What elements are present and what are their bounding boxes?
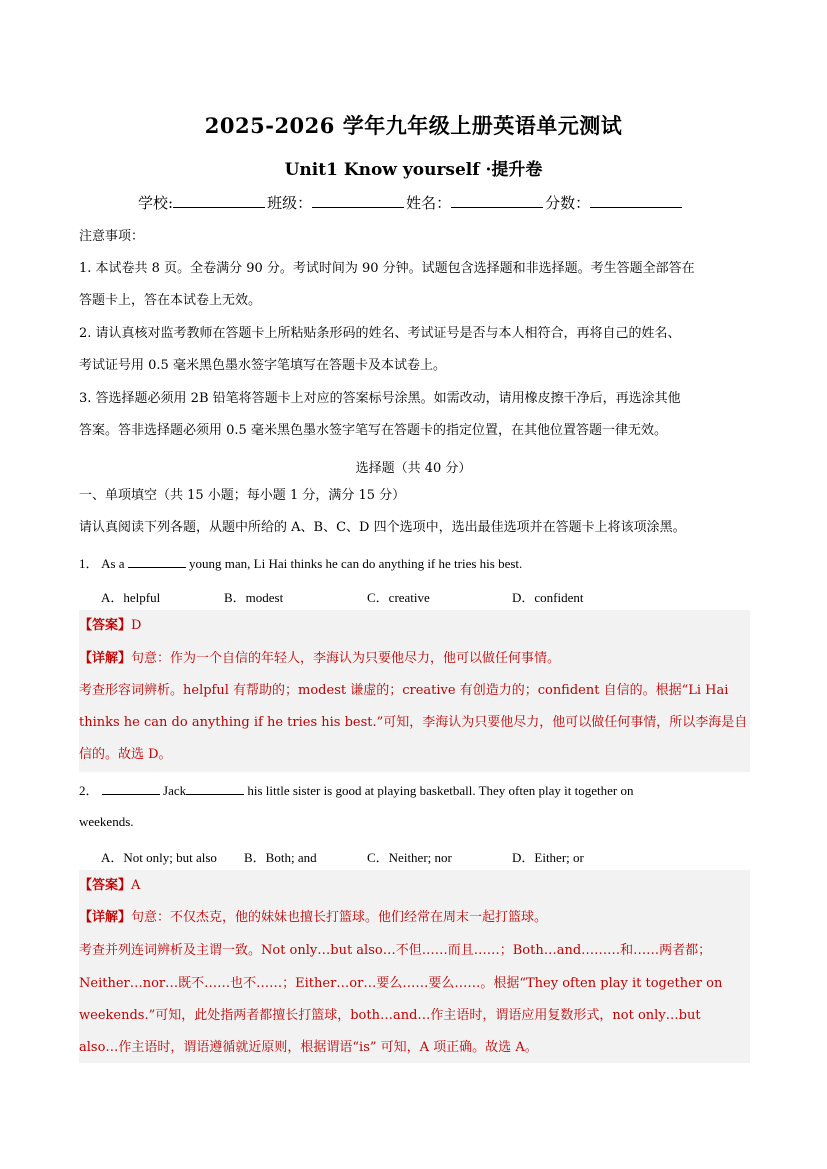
question-2 xyxy=(79,782,633,797)
q1-option-c[interactable]: C．creative xyxy=(367,590,430,605)
name-label: 姓名： xyxy=(406,194,452,212)
q2-option-c[interactable]: C．Neither; nor xyxy=(367,850,452,865)
answer-blank xyxy=(128,555,186,568)
note-1b: 答题卡上，答在本试卷上无效。 xyxy=(79,293,262,308)
section-title: 选择题（共 40 分） xyxy=(355,461,472,476)
answer-value: D xyxy=(131,618,142,633)
note-2a: 2. 请认真核对监考教师在答题卡上所粘贴条形码的姓名、考试证号是否与本人相符合，再将自己的姓名、 xyxy=(79,326,681,341)
q1-detail-2: 考查形容词辨析。helpful 有帮助的；modest 谦虚的；creative 有创造力的；confident 自信的。根据“Li Hai xyxy=(79,683,729,698)
q2-option-a[interactable]: A．Not only; but also xyxy=(101,850,217,865)
answer-tag: 【答案】 xyxy=(79,618,132,633)
note-3b: 答案。答非选择题必须用 0.5 毫米黑色墨水签字笔写在答题卡的指定位置，在其他位置答题一律无效。 xyxy=(79,423,667,438)
q1-detail-3: thinks he can do anything if he tries his best.”可知，李海认为只要他尽力，他可以做任何事情，所以李海是自 xyxy=(79,715,748,730)
note-2b: 考试证号用 0.5 毫米黑色墨水签字笔填写在答题卡及本试卷上。 xyxy=(79,358,446,373)
q1-option-b[interactable]: B．modest xyxy=(224,590,284,605)
q2-answer-box xyxy=(79,870,750,1063)
name-blank[interactable] xyxy=(451,193,543,208)
question-text-pre: As a xyxy=(101,556,125,571)
q1-detail-1 xyxy=(79,652,560,665)
q2-detail-3: Neither…nor…既不……也不……；Either…or…要么……要么……。根据“They often play it together on xyxy=(79,976,723,991)
class-blank[interactable] xyxy=(312,193,404,208)
q1-detail-4: 信的。故选 D。 xyxy=(79,747,172,762)
q1-answer xyxy=(79,619,141,632)
score-label: 分数： xyxy=(545,194,591,212)
answer-tag: 【答案】 xyxy=(79,878,132,893)
question-text-post: young man, Li Hai thinks he can do anything if he tries his best. xyxy=(189,556,523,571)
q2-detail-1 xyxy=(79,911,547,924)
q2-detail-5: also…作主语时，谓语遵循就近原则，根据谓语“is” 可知，A 项正确。故选 A。 xyxy=(79,1040,538,1055)
answer-blank xyxy=(102,782,160,795)
section-instruction: 请认真阅读下列各题，从题中所给的 A、B、C、D 四个选项中，选出最佳选项并在答题卡上将该项涂黑。 xyxy=(79,520,686,535)
student-info-row xyxy=(138,192,684,213)
detail-tag: 【详解】 xyxy=(79,651,132,666)
page-title: 2025-2026 学年九年级上册英语单元测试 xyxy=(204,113,623,138)
part-1-heading: 一、单项填空（共 15 小题；每小题 1 分，满分 15 分） xyxy=(79,488,406,503)
q2-option-b[interactable]: B．Both; and xyxy=(244,850,317,865)
question-2-line-2: weekends. xyxy=(79,814,134,829)
score-blank[interactable] xyxy=(590,193,682,208)
question-number: 1． xyxy=(79,556,99,571)
q1-option-a[interactable]: A．helpful xyxy=(101,590,161,605)
note-3a: 3. 答选择题必须用 2B 铅笔将答题卡上对应的答案标号涂黑。如需改动，请用橡皮擦干净后，再选涂其他 xyxy=(79,391,681,406)
school-blank[interactable] xyxy=(173,193,265,208)
question-1 xyxy=(79,555,522,570)
question-number: 2． xyxy=(79,783,99,798)
q1-option-d[interactable]: D．confident xyxy=(512,590,584,605)
school-label: 学校: xyxy=(138,194,174,212)
answer-value: A xyxy=(131,878,141,893)
page-subtitle: Unit1 Know yourself ·提升卷 xyxy=(284,160,543,180)
class-label: 班级： xyxy=(267,194,313,212)
question-text-post: his little sister is good at playing basketball. They often play it together on xyxy=(247,783,634,798)
notes-heading: 注意事项： xyxy=(79,229,145,244)
detail-text: 句意：不仅杰克，他的妹妹也擅长打篮球。他们经常在周末一起打篮球。 xyxy=(131,910,548,925)
q2-answer xyxy=(79,879,140,892)
note-1a: 1. 本试卷共 8 页。全卷满分 90 分。考试时间为 90 分钟。试题包含选择题和非选择题。考生答题全部答在 xyxy=(79,261,695,276)
detail-text: 句意：作为一个自信的年轻人，李海认为只要他尽力，他可以做任何事情。 xyxy=(131,651,561,666)
question-text-mid: Jack xyxy=(163,783,187,798)
answer-blank xyxy=(186,782,244,795)
q2-option-d[interactable]: D．Either; or xyxy=(512,850,584,865)
q2-detail-2: 考查并列连词辨析及主谓一致。Not only…but also…不但……而且……；Both…and………和……两者都； xyxy=(79,943,712,958)
detail-tag: 【详解】 xyxy=(79,910,132,925)
q2-detail-4: weekends.”可知，此处指两者都擅长打篮球，both…and…作主语时，谓语应用复数形式，not only…but xyxy=(79,1008,701,1023)
